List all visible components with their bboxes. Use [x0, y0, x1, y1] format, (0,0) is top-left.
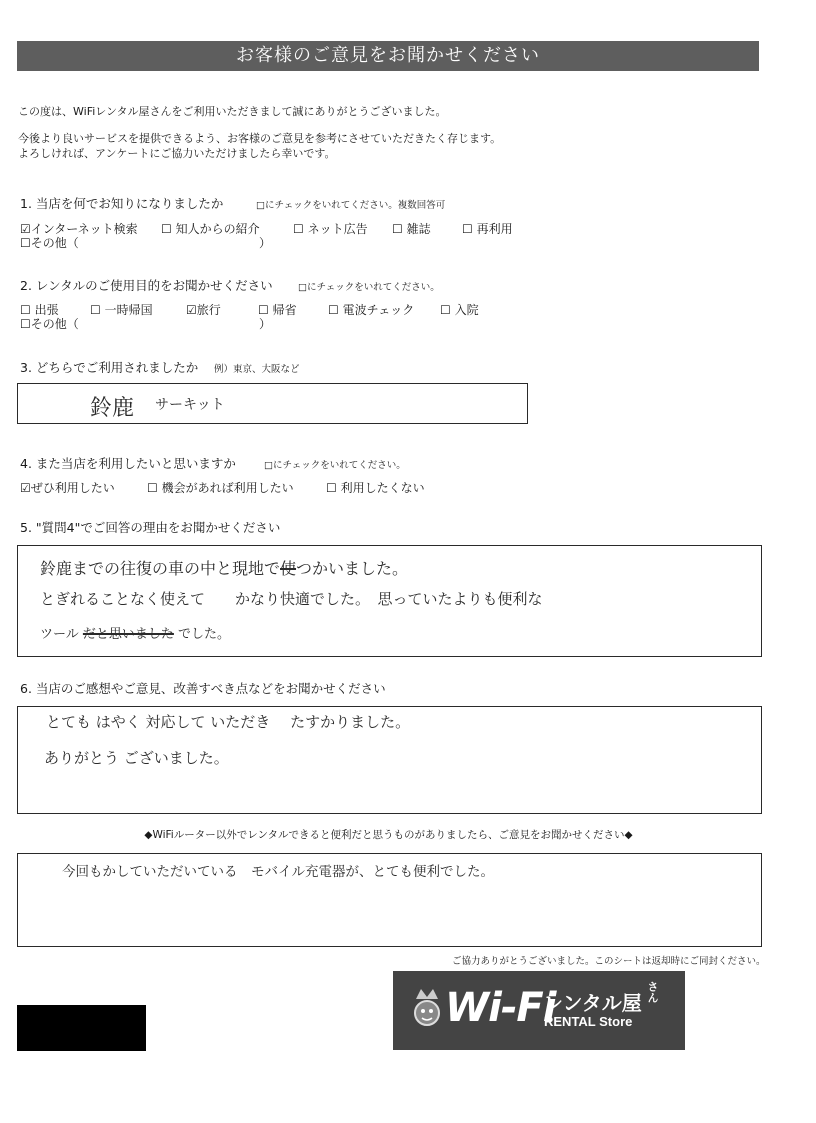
checkbox-icon[interactable]: ☐	[326, 481, 341, 495]
q3-note: 例）東京、大阪など	[214, 364, 300, 375]
q2-option-business[interactable]: ☐ 出張	[20, 303, 59, 317]
q2-other-close: ）	[259, 317, 272, 331]
q2-option-homecoming[interactable]: ☐ 帰省	[258, 303, 297, 317]
q3-answer-place: 鈴鹿	[90, 396, 135, 421]
q6-answer-line-2: ありがとう ございました。	[44, 749, 229, 767]
footer-thanks: ご協力ありがとうございました。このシートは返却時にご同封ください。	[452, 956, 766, 967]
checkbox-icon[interactable]: ☐	[161, 222, 176, 236]
q7-answer-line-1: 今回もかしていただいている モバイル充電器が、とても便利でした。	[62, 864, 494, 880]
checkbox-icon[interactable]: ☐	[20, 317, 31, 331]
q2-note: □にチェックをいれてください。	[298, 282, 440, 293]
q2-option-other[interactable]: ☐その他（	[20, 317, 79, 331]
q7-answer-box[interactable]	[17, 853, 762, 947]
q4-option-no[interactable]: ☐ 利用したくない	[326, 481, 425, 495]
logo-san-text: さん	[646, 981, 659, 1003]
q3-answer-box[interactable]	[17, 383, 528, 424]
q6-answer-line-1: とても はやく 対応して いただき たすかりました。	[46, 713, 411, 731]
q6-answer-box[interactable]	[17, 706, 762, 814]
q5-answer-line-2: とぎれることなく使えて かなり快適でした。 思っていたよりも便利な	[40, 590, 543, 608]
q2-option-signal-check[interactable]: ☐ 電波チェック	[328, 303, 415, 317]
q1-option-magazine[interactable]: ☐ 雑誌	[392, 222, 431, 236]
q1-option-net-ad[interactable]: ☐ ネット広告	[293, 222, 368, 236]
q1-option-referral[interactable]: ☐ 知人からの紹介	[161, 222, 260, 236]
checkbox-icon[interactable]: ☐	[462, 222, 477, 236]
intro-line-3: よろしければ、アンケートにご協力いただけましたら幸いです。	[18, 147, 336, 160]
checkbox-icon[interactable]: ☐	[392, 222, 407, 236]
checkbox-icon[interactable]: ☐	[20, 303, 35, 317]
q2-title: 2. レンタルのご使用目的をお聞かせください	[20, 278, 273, 293]
q4-option-if-chance[interactable]: ☐ 機会があれば利用したい	[147, 481, 294, 495]
q4-option-definitely[interactable]: ☑ぜひ利用したい	[20, 481, 115, 495]
q1-option-reuse[interactable]: ☐ 再利用	[462, 222, 513, 236]
q7-title: ◆WiFiルーター以外でレンタルできると便利だと思うものがありましたら、ご意見をお聞かせください◆	[144, 829, 633, 841]
q1-title: 1. 当店を何でお知りになりましたか	[20, 196, 224, 211]
q1-option-internet[interactable]: ☑インターネット検索	[20, 222, 138, 236]
checkbox-checked-icon[interactable]: ☑	[186, 303, 197, 317]
survey-title: お客様のご意見をお聞かせください	[17, 41, 759, 71]
checkbox-checked-icon[interactable]: ☑	[20, 481, 31, 495]
redacted-block	[17, 1005, 146, 1051]
q5-answer-box[interactable]	[17, 545, 762, 657]
checkbox-icon[interactable]: ☐	[90, 303, 105, 317]
checkbox-checked-icon[interactable]: ☑	[20, 222, 31, 236]
checkbox-icon[interactable]: ☐	[328, 303, 343, 317]
q4-title: 4. また当店を利用したいと思いますか	[20, 456, 236, 471]
checkbox-icon[interactable]: ☐	[20, 236, 31, 250]
q4-note: □にチェックをいれてください。	[264, 460, 406, 471]
company-logo	[393, 971, 685, 1050]
checkbox-icon[interactable]: ☐	[258, 303, 273, 317]
q2-option-travel[interactable]: ☑旅行	[186, 303, 221, 317]
q1-other-close: ）	[259, 236, 272, 250]
q1-option-other[interactable]: ☐その他（	[20, 236, 79, 250]
logo-store-text: RENTAL Store	[544, 1014, 633, 1029]
q1-note: □にチェックをいれてください。複数回答可	[256, 200, 446, 211]
intro-line-2: 今後より良いサービスを提供できるよう、お客様のご意見を参考にさせていただきたく存じます。	[18, 132, 502, 145]
q3-answer-venue: サーキット	[155, 397, 225, 413]
q6-title: 6. 当店のご感想やご意見、改善すべき点などをお聞かせください	[20, 681, 386, 696]
logo-rental-text: レンタル屋	[543, 991, 642, 1015]
q5-answer-line-1: 鈴鹿までの往復の車の中と現地で使つかいました。	[40, 559, 409, 578]
q5-title: 5. "質問4"でご回答の理由をお聞かせください	[20, 520, 281, 535]
mascot-icon	[413, 987, 441, 1033]
q3-title: 3. どちらでご利用されましたか	[20, 360, 199, 375]
q2-option-return-home[interactable]: ☐ 一時帰国	[90, 303, 153, 317]
checkbox-icon[interactable]: ☐	[293, 222, 308, 236]
q5-answer-line-3: ツール だと思いました でした。	[40, 627, 231, 642]
checkbox-icon[interactable]: ☐	[440, 303, 455, 317]
q2-option-hospital[interactable]: ☐ 入院	[440, 303, 479, 317]
checkbox-icon[interactable]: ☐	[147, 481, 162, 495]
intro-line-1: この度は、WiFiレンタル屋さんをご利用いただきまして誠にありがとうございました。	[18, 105, 447, 118]
logo-wifi-text: Wi-Fi	[445, 985, 556, 1031]
